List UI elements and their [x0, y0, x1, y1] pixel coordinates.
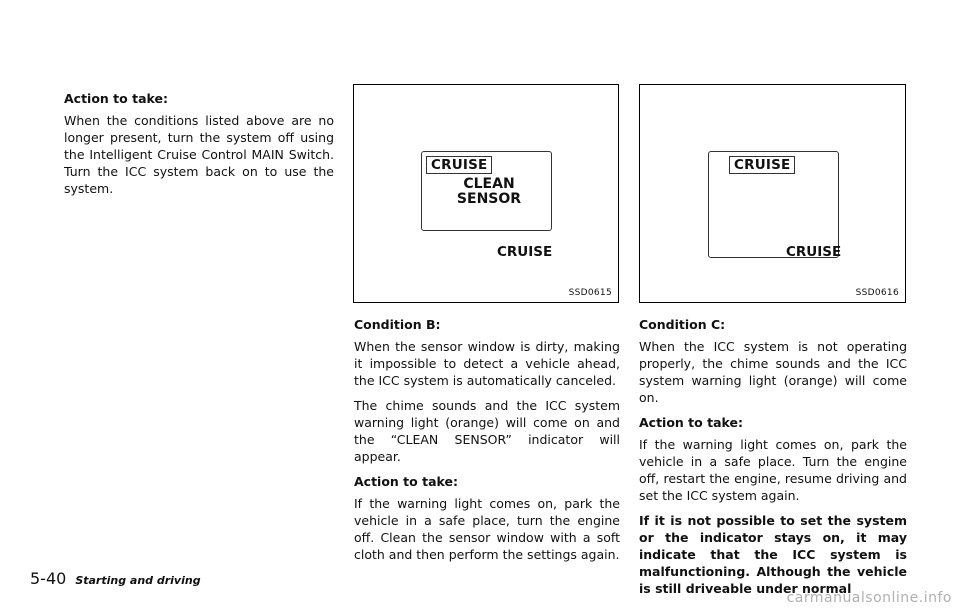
display-cruise-label: CRUISE — [729, 156, 795, 174]
condition-c-heading: Condition C: — [639, 317, 726, 332]
condition-b-paragraph-2: The chime sounds and the ICC system warning light (orange) will come on and the “CLEAN SENSOR” indicator will appear. — [354, 398, 620, 464]
text-column-1 — [64, 90, 334, 205]
condition-b-heading: Condition B: — [354, 317, 441, 332]
figure-code: SSD0616 — [855, 288, 899, 298]
figure-code: SSD0615 — [568, 288, 612, 298]
figure-clean-sensor — [353, 84, 619, 303]
condition-c-paragraph-2: If the warning light comes on, park the vehicle in a safe place. Turn the engine off, restart the engine, resume driving and set the ICC system again. — [639, 437, 907, 503]
cruise-indicator-label: CRUISE — [786, 244, 842, 260]
watermark: carmanualsonline.info — [786, 590, 952, 606]
message-line-sensor: SENSOR — [456, 191, 522, 207]
action-paragraph: When the conditions listed above are no longer present, turn the system off using the Intelligent Cruise Control MAIN Switch. Turn the ICC system back on to use the system. — [64, 113, 334, 196]
condition-c-paragraph-1: When the ICC system is not operating properly, the chime sounds and the ICC system warning light (orange) will come on. — [639, 339, 907, 405]
display-screen — [708, 151, 842, 260]
action-heading: Action to take: — [639, 415, 743, 430]
section-title: Starting and driving — [75, 574, 201, 587]
page-number: 5-40 — [30, 569, 67, 588]
figure-system-warning — [639, 84, 906, 303]
cruise-indicator-label: CRUISE — [497, 244, 553, 260]
page-footer — [30, 569, 201, 588]
condition-c-paragraph-3: If it is not possible to set the system or the indicator stays on, it may indicate that the ICC system is malfunctioning. Although the vehicle is still driveable under normal — [639, 513, 907, 596]
display-cruise-label: CRUISE — [426, 156, 492, 174]
condition-b-paragraph-3: If the warning light comes on, park the vehicle in a safe place, turn the engine off. Clean the sensor window with a soft cloth and then perform the settings again. — [354, 496, 620, 562]
condition-b-paragraph-1: When the sensor window is dirty, making it impossible to detect a vehicle ahead, the ICC system is automatically canceled. — [354, 339, 620, 388]
display-screen — [421, 151, 552, 231]
action-heading: Action to take: — [64, 91, 168, 106]
action-heading: Action to take: — [354, 474, 458, 489]
text-column-2 — [354, 316, 620, 571]
text-column-3 — [639, 316, 907, 605]
clean-sensor-message — [452, 177, 526, 207]
message-line-clean: CLEAN — [463, 176, 515, 192]
